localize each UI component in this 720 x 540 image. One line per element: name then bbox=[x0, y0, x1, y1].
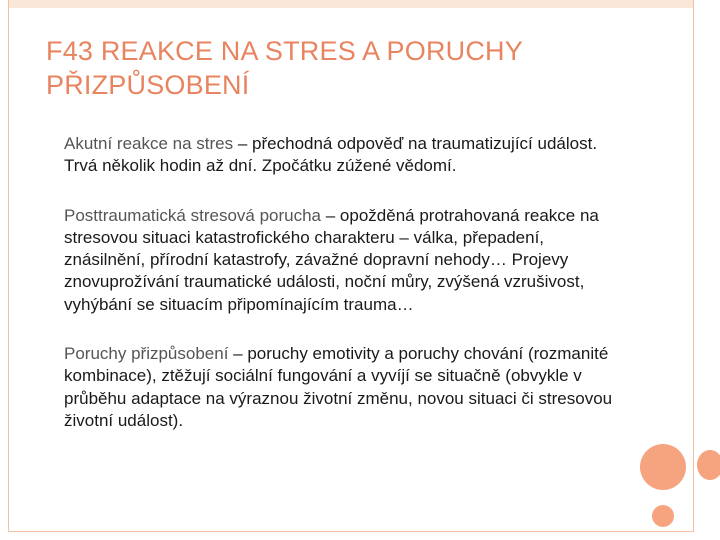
decorative-circle-large bbox=[640, 444, 686, 490]
text-acute-stress: – přechodná odpověď na traumatizující událost. Trvá několik hodin až dní. Zpočátku zúžené vědomí. bbox=[64, 134, 598, 176]
paragraph-acute-stress bbox=[64, 133, 624, 178]
title-line-2: PŘIZPŮSOBENÍ bbox=[46, 70, 250, 100]
text-adjustment-disorders: – poruchy emotivity a poruchy chování (rozmanité kombinace), ztěžují sociální fungování a vyvíjí se situačně (obvykle v průběhu adaptace na výraznou životní změnu, novou situaci či stresovou životní událost). bbox=[64, 344, 613, 430]
term-ptsd: Posttraumatická stresová porucha bbox=[64, 205, 322, 225]
text-ptsd: – opožděná protrahovaná reakce na stresovou situaci katastrofického charakteru – válka, přepadení, znásilnění, přírodní katastrofy, závažné dopravní nehody… Projevy znovuprožívání traumatické události, noční můry, zvýšená vzrušivost, vyhýbání se situacím připomínajícím trauma… bbox=[64, 205, 599, 314]
paragraph-adjustment-disorders bbox=[64, 343, 624, 432]
slide-title bbox=[46, 34, 646, 102]
slide-body bbox=[64, 133, 624, 459]
decorative-circle-right bbox=[697, 450, 720, 480]
term-adjustment-disorders: Poruchy přizpůsobení bbox=[64, 344, 229, 364]
decorative-circle-bottom bbox=[652, 505, 674, 527]
title-line-1: F43 REAKCE NA STRES A PORUCHY bbox=[46, 36, 523, 66]
term-acute-stress: Akutní reakce na stres bbox=[64, 134, 234, 153]
paragraph-ptsd bbox=[64, 205, 624, 316]
